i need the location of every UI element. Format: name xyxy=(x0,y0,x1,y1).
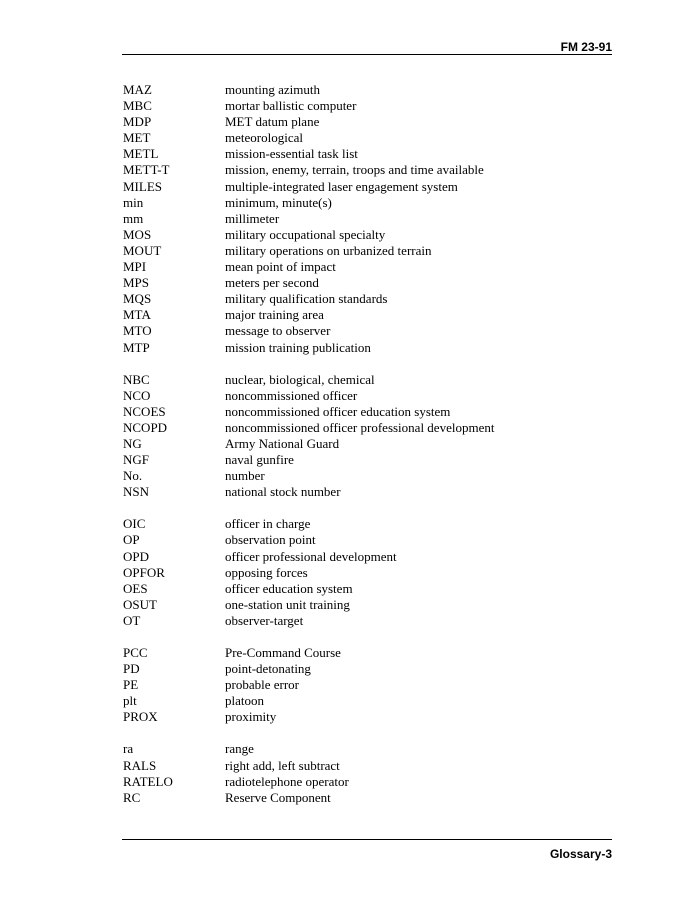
glossary-definition: observation point xyxy=(225,532,316,548)
glossary-term: OPD xyxy=(123,548,150,564)
glossary-term: min xyxy=(123,194,144,210)
glossary-definition: right add, left subtract xyxy=(225,757,340,773)
header-rule xyxy=(122,54,612,55)
glossary-term: RC xyxy=(123,789,141,805)
glossary-definition: mortar ballistic computer xyxy=(225,98,357,114)
glossary-entry xyxy=(123,162,603,178)
glossary-term: MQS xyxy=(123,291,152,307)
glossary-entry xyxy=(123,259,603,275)
glossary-definition: nuclear, biological, chemical xyxy=(225,371,375,387)
glossary-term: MDP xyxy=(123,114,152,130)
glossary-definition: military occupational specialty xyxy=(225,226,386,242)
glossary-entry xyxy=(123,565,603,581)
glossary-term: No. xyxy=(123,468,143,484)
glossary-definition: officer professional development xyxy=(225,548,397,564)
glossary-term: MAZ xyxy=(123,82,152,97)
glossary-definition: proximity xyxy=(225,709,277,725)
glossary-entry xyxy=(123,307,603,323)
glossary-term: NBC xyxy=(123,371,150,387)
glossary-entry xyxy=(123,114,603,130)
glossary-term: ra xyxy=(123,741,134,757)
glossary-entry xyxy=(123,693,603,709)
glossary-group xyxy=(123,741,603,805)
glossary-definition: noncommissioned officer professional development xyxy=(225,419,495,435)
glossary-term: NG xyxy=(123,435,142,451)
glossary-term: MBC xyxy=(123,98,152,114)
glossary-term: OPFOR xyxy=(123,564,165,580)
glossary-definition: mean point of impact xyxy=(225,259,336,275)
glossary-term: METT-T xyxy=(123,162,170,178)
glossary-definition: Reserve Component xyxy=(225,789,331,805)
glossary-term: NGF xyxy=(123,452,150,468)
glossary-definition: range xyxy=(225,741,254,757)
glossary-definition: major training area xyxy=(225,307,324,323)
glossary-definition: mission training publication xyxy=(225,339,371,355)
glossary-entry xyxy=(123,372,603,388)
glossary-definition: minimum, minute(s) xyxy=(225,194,332,210)
glossary-group xyxy=(123,516,603,629)
glossary-entry xyxy=(123,758,603,774)
glossary-term: MPS xyxy=(123,275,150,291)
glossary-entry xyxy=(123,291,603,307)
glossary-entry xyxy=(123,774,603,790)
glossary-term: RALS xyxy=(123,757,157,773)
glossary-group xyxy=(123,82,603,356)
glossary-entry xyxy=(123,211,603,227)
glossary-definition: number xyxy=(225,468,265,484)
glossary-entry xyxy=(123,790,603,806)
glossary-entry xyxy=(123,741,603,757)
glossary-definition: national stock number xyxy=(225,484,341,500)
glossary-definition: multiple-integrated laser engagement system xyxy=(225,178,458,194)
glossary-entry xyxy=(123,195,603,211)
glossary-entry xyxy=(123,243,603,259)
glossary-group xyxy=(123,645,603,725)
glossary-term: OP xyxy=(123,532,140,548)
glossary-definition: meters per second xyxy=(225,275,319,291)
glossary-term: OT xyxy=(123,612,141,628)
glossary-entry xyxy=(123,179,603,195)
glossary-entry xyxy=(123,452,603,468)
glossary-term: MTA xyxy=(123,307,151,323)
glossary-entry xyxy=(123,613,603,629)
glossary-term: NSN xyxy=(123,484,150,500)
page-label: Glossary-3 xyxy=(549,847,612,861)
glossary-definition: mission, enemy, terrain, troops and time available xyxy=(225,162,484,178)
glossary-definition: opposing forces xyxy=(225,564,308,580)
glossary-definition: probable error xyxy=(225,677,299,693)
glossary-definition: naval gunfire xyxy=(225,452,294,468)
glossary-entry xyxy=(123,388,603,404)
glossary-definition: Pre-Command Course xyxy=(225,645,341,660)
glossary-definition: military operations on urbanized terrain xyxy=(225,242,432,258)
glossary-entry xyxy=(123,436,603,452)
glossary-entry xyxy=(123,340,603,356)
glossary-term: NCOPD xyxy=(123,419,168,435)
glossary-entry xyxy=(123,275,603,291)
glossary-definition: MET datum plane xyxy=(225,114,320,130)
glossary-term: NCOES xyxy=(123,403,166,419)
glossary-term: MILES xyxy=(123,178,162,194)
footer-rule xyxy=(122,839,612,840)
glossary-definition: message to observer xyxy=(225,323,331,339)
glossary-definition: Army National Guard xyxy=(225,435,340,451)
glossary-entry xyxy=(123,130,603,146)
glossary-term: OSUT xyxy=(123,596,157,612)
glossary-definition: meteorological xyxy=(225,130,303,146)
glossary-definition: mission-essential task list xyxy=(225,146,358,162)
glossary-entry xyxy=(123,581,603,597)
glossary-entry xyxy=(123,661,603,677)
glossary-term: OES xyxy=(123,580,148,596)
glossary-definition: radiotelephone operator xyxy=(225,773,349,789)
glossary-term: RATELO xyxy=(123,773,173,789)
glossary-term: OIC xyxy=(123,516,146,532)
glossary-term: PCC xyxy=(123,645,148,660)
glossary-definition: platoon xyxy=(225,693,264,709)
glossary-definition: noncommissioned officer education system xyxy=(225,403,451,419)
glossary-term: MET xyxy=(123,130,151,146)
glossary-entry xyxy=(123,468,603,484)
glossary-entry xyxy=(123,709,603,725)
glossary-entry xyxy=(123,597,603,613)
glossary-entry xyxy=(123,516,603,532)
glossary-entry xyxy=(123,677,603,693)
glossary-term: NCO xyxy=(123,387,151,403)
glossary-group xyxy=(123,372,603,501)
glossary-term: MOUT xyxy=(123,242,162,258)
glossary-entry xyxy=(123,420,603,436)
manual-id: FM 23-91 xyxy=(560,40,612,54)
glossary-entry xyxy=(123,532,603,548)
glossary-definition: officer education system xyxy=(225,580,353,596)
glossary-term: MTO xyxy=(123,323,152,339)
glossary-entry xyxy=(123,484,603,500)
glossary-definition: military qualification standards xyxy=(225,291,388,307)
glossary-definition: mounting azimuth xyxy=(225,82,320,97)
glossary-entry xyxy=(123,323,603,339)
glossary-definition: point-detonating xyxy=(225,661,311,677)
glossary-definition: noncommissioned officer xyxy=(225,387,358,403)
glossary-definition: millimeter xyxy=(225,210,280,226)
glossary-entry xyxy=(123,227,603,243)
glossary-definition: one-station unit training xyxy=(225,596,350,612)
glossary-definition: officer in charge xyxy=(225,516,311,532)
glossary-term: PE xyxy=(123,677,139,693)
glossary-term: mm xyxy=(123,210,144,226)
glossary-entry xyxy=(123,645,603,661)
glossary-term: MPI xyxy=(123,259,147,275)
glossary-term: plt xyxy=(123,693,137,709)
glossary-term: PD xyxy=(123,661,140,677)
glossary-entry xyxy=(123,404,603,420)
glossary-entry xyxy=(123,82,603,98)
glossary-term: PROX xyxy=(123,709,158,725)
glossary-definition: observer-target xyxy=(225,612,304,628)
glossary-term: MOS xyxy=(123,226,152,242)
glossary-list xyxy=(123,82,603,822)
glossary-entry xyxy=(123,98,603,114)
glossary-entry xyxy=(123,146,603,162)
glossary-term: METL xyxy=(123,146,159,162)
glossary-entry xyxy=(123,549,603,565)
glossary-term: MTP xyxy=(123,339,150,355)
